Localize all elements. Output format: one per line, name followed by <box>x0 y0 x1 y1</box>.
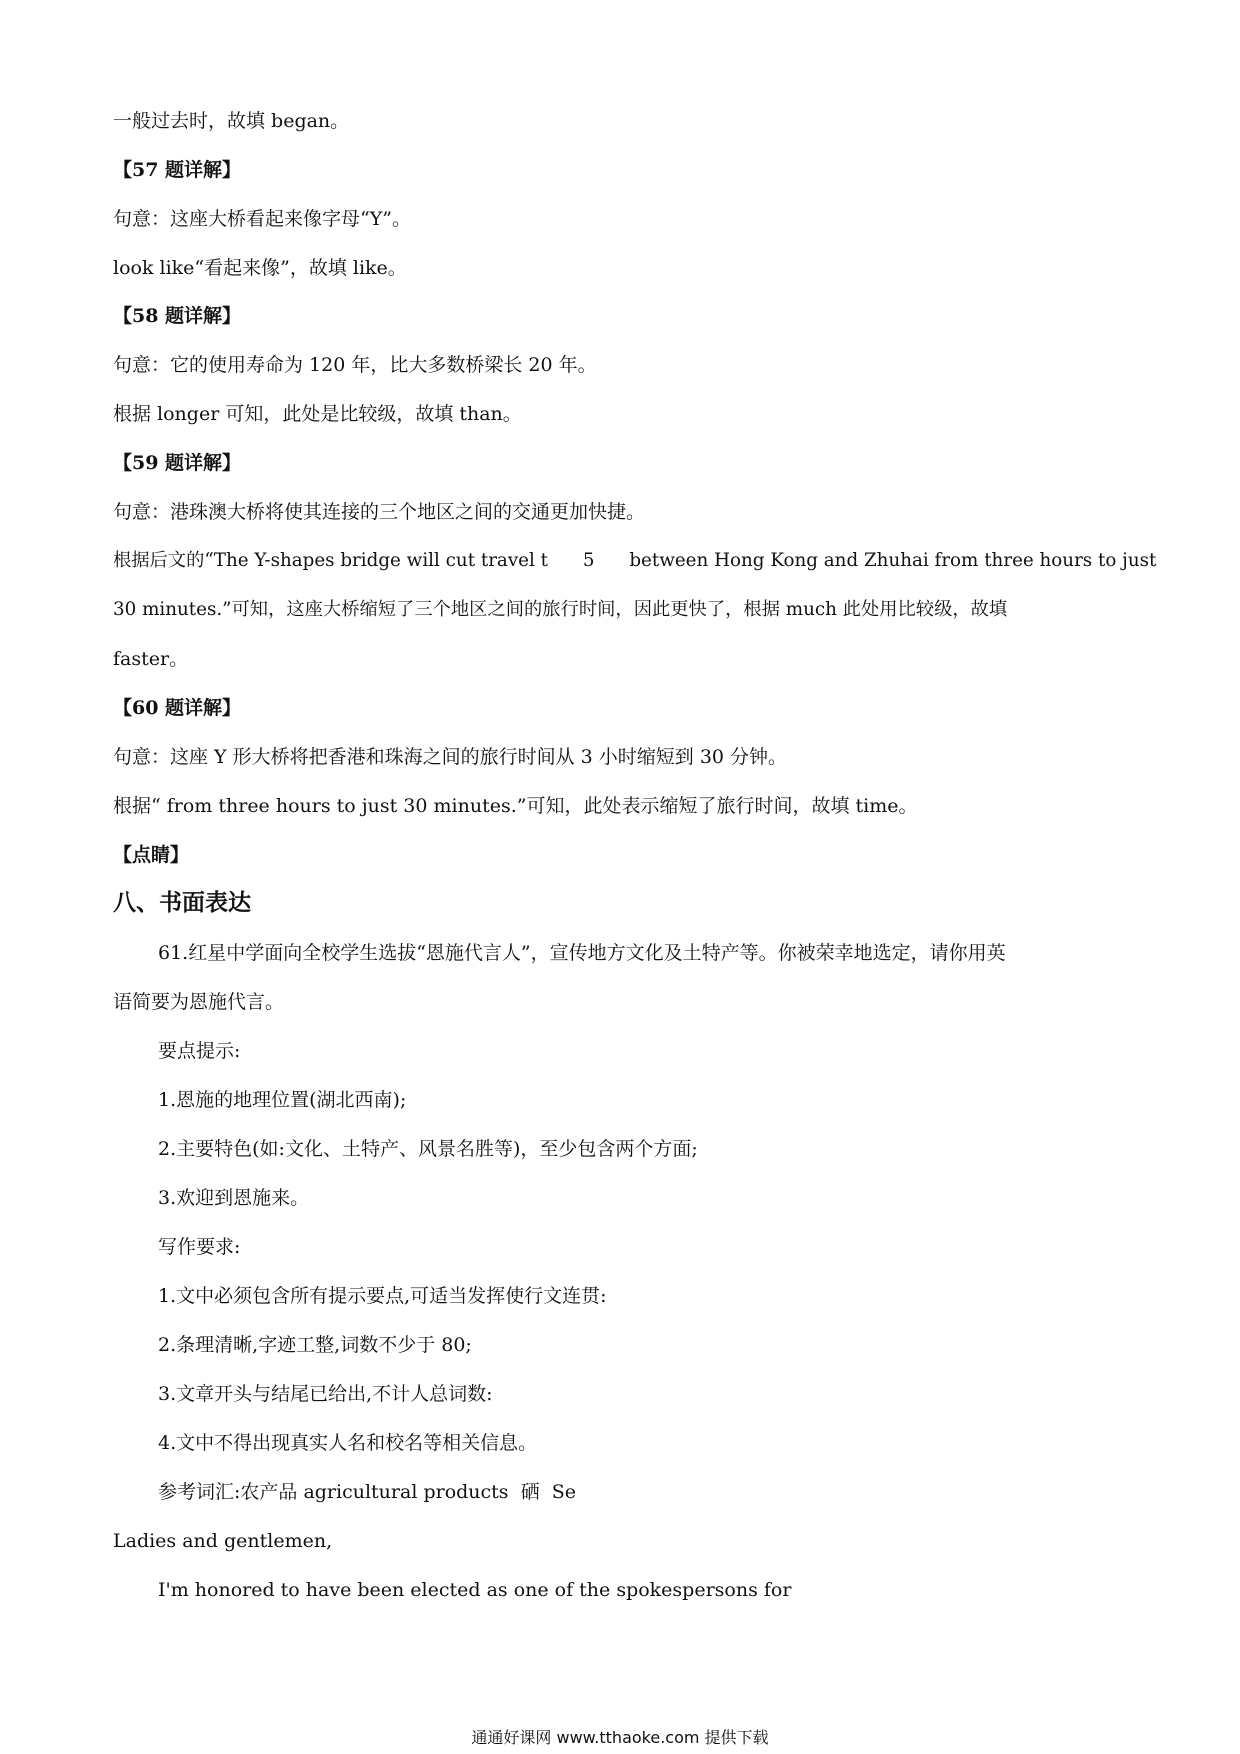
question-text: 61.红星中学面向全校学生选拔“恩施代言人”，宣传地方文化及土特产等。你被荣幸地选定，请你用英 <box>158 942 1006 964</box>
detail-heading-57: 【57 题详解】 <box>113 159 242 181</box>
point-item: 1.恩施的地理位置(湖北西南); <box>158 1089 407 1111</box>
text-line: 根据“ from three hours to just 30 minutes.”可知，此处表示缩短了旅行时间，故填 time。 <box>113 795 918 817</box>
letter-opening: I'm honored to have been elected as one of the spokespersons for <box>158 1579 792 1601</box>
requirement-item: 2.条理清晰,字迹工整,词数不少于 80; <box>158 1334 472 1356</box>
text-line: 30 minutes.”可知，这座大桥缩短了三个地区之间的旅行时间，因此更快了，根据 much 此处用比较级，故填 <box>113 599 1008 620</box>
text-line: 句意：这座 Y 形大桥将把香港和珠海之间的旅行时间从 3 小时缩短到 30 分钟。 <box>113 746 788 768</box>
text-line: faster。 <box>113 648 189 670</box>
requirement-item: 4.文中不得出现真实人名和校名等相关信息。 <box>158 1432 538 1454</box>
dianjing-heading: 【点睛】 <box>113 844 190 866</box>
text-line: 句意：这座大桥看起来像字母“Y”。 <box>113 208 411 230</box>
requirement-item: 1.文中必须包含所有提示要点,可适当发挥使行文连贯: <box>158 1285 607 1307</box>
question-text: 语简要为恩施代言。 <box>113 991 285 1013</box>
text-line: 根据后文的“The Y-shapes bridge will cut travel t 5 between Hong Kong and Zhuhai from three hours to just <box>113 550 1157 571</box>
point-item: 2.主要特色(如:文化、土特产、风景名胜等)，至少包含两个方面; <box>158 1138 698 1160</box>
footer-watermark: 通通好课网 www.tthaoke.com 提供下载 <box>471 1728 769 1747</box>
text-line: look like“看起来像”，故填 like。 <box>113 257 407 279</box>
requirement-item: 3.文章开头与结尾已给出,不计人总词数: <box>158 1383 493 1405</box>
text-line: 句意：港珠澳大桥将使其连接的三个地区之间的交通更加快捷。 <box>113 501 646 523</box>
points-label: 要点提示: <box>158 1040 241 1062</box>
requirements-label: 写作要求: <box>158 1236 241 1258</box>
text-line: 根据 longer 可知，此处是比较级，故填 than。 <box>113 403 522 425</box>
point-item: 3.欢迎到恩施来。 <box>158 1187 310 1209</box>
text-line: 一般过去时，故填 began。 <box>113 110 350 132</box>
text-line: 句意：它的使用寿命为 120 年，比大多数桥梁长 20 年。 <box>113 354 597 376</box>
detail-heading-59: 【59 题详解】 <box>113 452 242 474</box>
section-title: 八、书面表达 <box>113 890 251 916</box>
vocab-hint: 参考词汇:农产品 agricultural products 硒 Se <box>158 1481 576 1503</box>
detail-heading-60: 【60 题详解】 <box>113 697 242 719</box>
detail-heading-58: 【58 题详解】 <box>113 305 242 327</box>
letter-greeting: Ladies and gentlemen, <box>113 1530 333 1552</box>
